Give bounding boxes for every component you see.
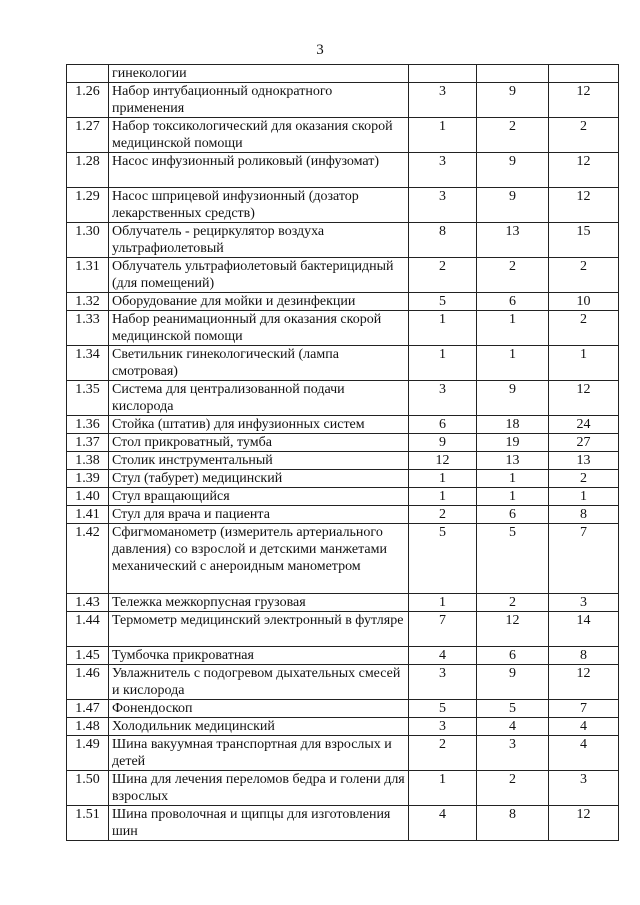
table-row bbox=[67, 416, 619, 434]
quantity-col-2: 4 bbox=[477, 718, 549, 736]
table-row bbox=[67, 223, 619, 258]
quantity-col-1: 1 bbox=[409, 771, 477, 806]
quantity-col-2: 9 bbox=[477, 83, 549, 118]
item-name: Светильник гинекологический (лампа смотровая) bbox=[109, 346, 409, 381]
item-number: 1.46 bbox=[67, 665, 109, 700]
item-name: Насос инфузионный роликовый (инфузомат) bbox=[109, 153, 409, 188]
item-number: 1.42 bbox=[67, 524, 109, 594]
quantity-col-2: 9 bbox=[477, 153, 549, 188]
item-name: Оборудование для мойки и дезинфекции bbox=[109, 293, 409, 311]
quantity-col-2: 5 bbox=[477, 524, 549, 594]
quantity-col-2: 6 bbox=[477, 293, 549, 311]
quantity-col-3: 3 bbox=[549, 594, 619, 612]
item-number: 1.37 bbox=[67, 434, 109, 452]
page-number: 3 bbox=[316, 42, 324, 58]
item-name: Стол прикроватный, тумба bbox=[109, 434, 409, 452]
item-name: Фонендоскоп bbox=[109, 700, 409, 718]
table-row bbox=[67, 188, 619, 223]
item-number: 1.41 bbox=[67, 506, 109, 524]
quantity-col-3: 1 bbox=[549, 488, 619, 506]
quantity-col-2: 8 bbox=[477, 806, 549, 841]
quantity-col-1 bbox=[409, 65, 477, 83]
quantity-col-2: 1 bbox=[477, 346, 549, 381]
quantity-col-3: 2 bbox=[549, 258, 619, 293]
table-row bbox=[67, 470, 619, 488]
item-name: Тумбочка прикроватная bbox=[109, 647, 409, 665]
quantity-col-1: 5 bbox=[409, 700, 477, 718]
item-name: Шина проволочная и щипцы для изготовления шин bbox=[109, 806, 409, 841]
item-name: гинекологии bbox=[109, 65, 409, 83]
equipment-table bbox=[66, 64, 619, 841]
item-name: Облучатель - рециркулятор воздуха ультрафиолетовый bbox=[109, 223, 409, 258]
item-name: Холодильник медицинский bbox=[109, 718, 409, 736]
item-number: 1.33 bbox=[67, 311, 109, 346]
quantity-col-1: 5 bbox=[409, 293, 477, 311]
table-row bbox=[67, 381, 619, 416]
quantity-col-1: 3 bbox=[409, 83, 477, 118]
quantity-col-1: 12 bbox=[409, 452, 477, 470]
item-number: 1.49 bbox=[67, 736, 109, 771]
quantity-col-3: 7 bbox=[549, 700, 619, 718]
quantity-col-2: 18 bbox=[477, 416, 549, 434]
item-name: Набор токсикологический для оказания скорой медицинской помощи bbox=[109, 118, 409, 153]
item-number: 1.26 bbox=[67, 83, 109, 118]
quantity-col-2: 19 bbox=[477, 434, 549, 452]
item-number: 1.27 bbox=[67, 118, 109, 153]
table-row bbox=[67, 311, 619, 346]
item-name: Термометр медицинский электронный в футляре bbox=[109, 612, 409, 647]
table-row bbox=[67, 452, 619, 470]
quantity-col-3: 12 bbox=[549, 83, 619, 118]
quantity-col-2: 1 bbox=[477, 488, 549, 506]
quantity-col-2: 9 bbox=[477, 665, 549, 700]
quantity-col-3: 3 bbox=[549, 771, 619, 806]
quantity-col-3: 2 bbox=[549, 118, 619, 153]
quantity-col-1: 2 bbox=[409, 736, 477, 771]
item-name: Стул (табурет) медицинский bbox=[109, 470, 409, 488]
quantity-col-1: 7 bbox=[409, 612, 477, 647]
item-number: 1.44 bbox=[67, 612, 109, 647]
quantity-col-2: 2 bbox=[477, 258, 549, 293]
item-number: 1.31 bbox=[67, 258, 109, 293]
item-number: 1.40 bbox=[67, 488, 109, 506]
item-number: 1.45 bbox=[67, 647, 109, 665]
table-row bbox=[67, 612, 619, 647]
quantity-col-1: 1 bbox=[409, 311, 477, 346]
quantity-col-3: 2 bbox=[549, 311, 619, 346]
item-name: Шина для лечения переломов бедра и голени для взрослых bbox=[109, 771, 409, 806]
equipment-table-body bbox=[67, 65, 619, 841]
item-number: 1.47 bbox=[67, 700, 109, 718]
item-name: Система для централизованной подачи кислорода bbox=[109, 381, 409, 416]
item-name: Шина вакуумная транспортная для взрослых и детей bbox=[109, 736, 409, 771]
item-number: 1.28 bbox=[67, 153, 109, 188]
table-row bbox=[67, 293, 619, 311]
item-name: Стойка (штатив) для инфузионных систем bbox=[109, 416, 409, 434]
quantity-col-3: 1 bbox=[549, 346, 619, 381]
table-row bbox=[67, 346, 619, 381]
quantity-col-1: 3 bbox=[409, 153, 477, 188]
quantity-col-2: 2 bbox=[477, 771, 549, 806]
table-row bbox=[67, 718, 619, 736]
item-number: 1.51 bbox=[67, 806, 109, 841]
table-row bbox=[67, 506, 619, 524]
quantity-col-1: 1 bbox=[409, 346, 477, 381]
quantity-col-3: 27 bbox=[549, 434, 619, 452]
item-name: Увлажнитель с подогревом дыхательных смесей и кислорода bbox=[109, 665, 409, 700]
quantity-col-1: 3 bbox=[409, 665, 477, 700]
table-row bbox=[67, 665, 619, 700]
item-number: 1.29 bbox=[67, 188, 109, 223]
quantity-col-2: 13 bbox=[477, 223, 549, 258]
quantity-col-2: 9 bbox=[477, 381, 549, 416]
item-number bbox=[67, 65, 109, 83]
quantity-col-1: 3 bbox=[409, 718, 477, 736]
item-name: Тележка межкорпусная грузовая bbox=[109, 594, 409, 612]
quantity-col-3: 12 bbox=[549, 665, 619, 700]
quantity-col-2: 6 bbox=[477, 506, 549, 524]
item-number: 1.43 bbox=[67, 594, 109, 612]
item-number: 1.38 bbox=[67, 452, 109, 470]
table-row bbox=[67, 771, 619, 806]
quantity-col-2: 1 bbox=[477, 470, 549, 488]
quantity-col-3: 24 bbox=[549, 416, 619, 434]
quantity-col-2: 3 bbox=[477, 736, 549, 771]
quantity-col-3: 4 bbox=[549, 718, 619, 736]
quantity-col-1: 3 bbox=[409, 381, 477, 416]
quantity-col-2: 6 bbox=[477, 647, 549, 665]
quantity-col-3: 8 bbox=[549, 506, 619, 524]
table-row bbox=[67, 700, 619, 718]
item-number: 1.50 bbox=[67, 771, 109, 806]
quantity-col-1: 2 bbox=[409, 258, 477, 293]
quantity-col-3: 14 bbox=[549, 612, 619, 647]
quantity-col-3: 13 bbox=[549, 452, 619, 470]
quantity-col-3: 7 bbox=[549, 524, 619, 594]
quantity-col-1: 4 bbox=[409, 647, 477, 665]
quantity-col-3: 2 bbox=[549, 470, 619, 488]
quantity-col-2: 5 bbox=[477, 700, 549, 718]
quantity-col-3: 12 bbox=[549, 806, 619, 841]
quantity-col-1: 4 bbox=[409, 806, 477, 841]
item-name: Сфигмоманометр (измеритель артериального давления) со взрослой и детскими манжетами механический с анероидным манометром bbox=[109, 524, 409, 594]
quantity-col-1: 1 bbox=[409, 118, 477, 153]
table-row bbox=[67, 736, 619, 771]
item-number: 1.48 bbox=[67, 718, 109, 736]
quantity-col-1: 6 bbox=[409, 416, 477, 434]
item-name: Набор реанимационный для оказания скорой медицинской помощи bbox=[109, 311, 409, 346]
table-row bbox=[67, 118, 619, 153]
item-name: Столик инструментальный bbox=[109, 452, 409, 470]
quantity-col-2: 9 bbox=[477, 188, 549, 223]
quantity-col-2: 2 bbox=[477, 594, 549, 612]
quantity-col-3: 10 bbox=[549, 293, 619, 311]
item-name: Облучатель ультрафиолетовый бактерицидный (для помещений) bbox=[109, 258, 409, 293]
table-row bbox=[67, 524, 619, 594]
table-row bbox=[67, 594, 619, 612]
table-row bbox=[67, 806, 619, 841]
quantity-col-1: 8 bbox=[409, 223, 477, 258]
quantity-col-1: 1 bbox=[409, 470, 477, 488]
item-number: 1.32 bbox=[67, 293, 109, 311]
quantity-col-2: 2 bbox=[477, 118, 549, 153]
quantity-col-1: 2 bbox=[409, 506, 477, 524]
quantity-col-2: 1 bbox=[477, 311, 549, 346]
item-number: 1.39 bbox=[67, 470, 109, 488]
item-name: Стул вращающийся bbox=[109, 488, 409, 506]
quantity-col-3: 12 bbox=[549, 188, 619, 223]
quantity-col-3: 12 bbox=[549, 153, 619, 188]
quantity-col-3: 8 bbox=[549, 647, 619, 665]
quantity-col-1: 5 bbox=[409, 524, 477, 594]
table-row bbox=[67, 153, 619, 188]
item-name: Насос шприцевой инфузионный (дозатор лекарственных средств) bbox=[109, 188, 409, 223]
item-name: Набор интубационный однократного применения bbox=[109, 83, 409, 118]
table-row bbox=[67, 83, 619, 118]
quantity-col-2 bbox=[477, 65, 549, 83]
table-row bbox=[67, 488, 619, 506]
item-number: 1.35 bbox=[67, 381, 109, 416]
item-number: 1.36 bbox=[67, 416, 109, 434]
quantity-col-1: 1 bbox=[409, 488, 477, 506]
quantity-col-2: 13 bbox=[477, 452, 549, 470]
quantity-col-1: 9 bbox=[409, 434, 477, 452]
table-row bbox=[67, 65, 619, 83]
quantity-col-1: 3 bbox=[409, 188, 477, 223]
quantity-col-3: 15 bbox=[549, 223, 619, 258]
item-number: 1.34 bbox=[67, 346, 109, 381]
table-row bbox=[67, 647, 619, 665]
item-name: Стул для врача и пациента bbox=[109, 506, 409, 524]
quantity-col-3 bbox=[549, 65, 619, 83]
quantity-col-3: 12 bbox=[549, 381, 619, 416]
quantity-col-2: 12 bbox=[477, 612, 549, 647]
table-row bbox=[67, 434, 619, 452]
table-row bbox=[67, 258, 619, 293]
item-number: 1.30 bbox=[67, 223, 109, 258]
quantity-col-1: 1 bbox=[409, 594, 477, 612]
quantity-col-3: 4 bbox=[549, 736, 619, 771]
